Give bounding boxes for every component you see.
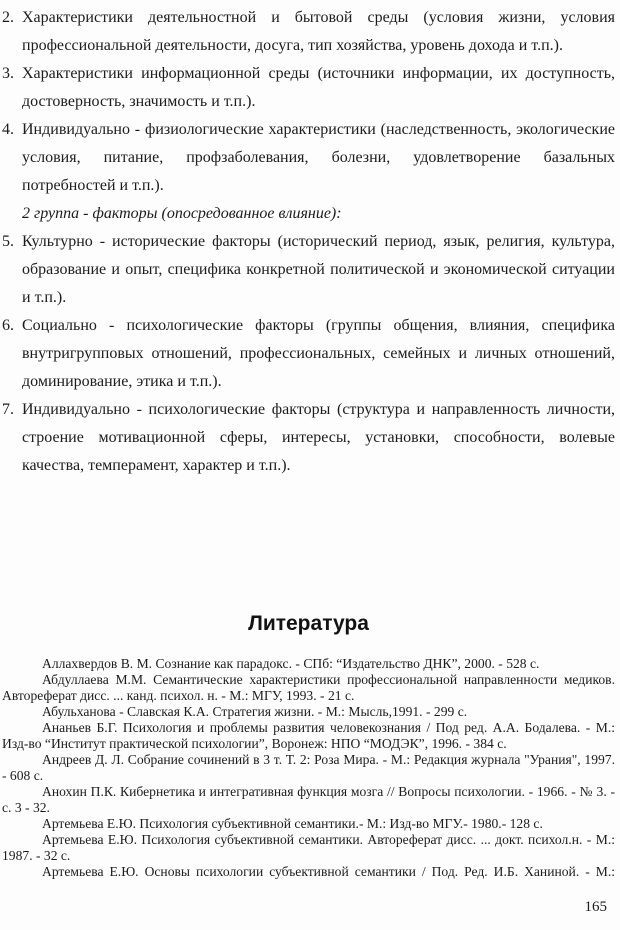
list-item-number: 7.	[2, 401, 14, 418]
literature-section	[2, 611, 615, 880]
list-item-number: 6.	[2, 317, 14, 334]
list-item-number: 2.	[2, 9, 14, 26]
list-item-number: 3.	[2, 65, 14, 82]
bibliography-entry: Абульханова - Славская К.А. Стратегия жизни. - М.: Мысль,1991. - 299 с.	[42, 704, 468, 719]
page-number: 165	[584, 899, 607, 915]
bibliography-entry: Абдуллаева М.М. Семантические характеристики профессиональной направленности медиков. Автореферат дисс. ... канд. психол. н. - М.: МГУ, 1993. - 21 с.	[2, 672, 615, 703]
list-item-3	[2, 60, 615, 116]
list-item-text: Индивидуально - психологические факторы (структура и направленность личности, строение мотивационной сферы, интересы, установки, способности, волевые качества, темперамент, характер и т.п.).	[22, 401, 615, 474]
list-item-text: Характеристики деятельностной и бытовой среды (условия жизни, условия профессиональной деятельности, досуга, тип хозяйства, уровень дохода и т.п.).	[22, 9, 615, 54]
list-item-5	[2, 228, 615, 312]
list-item-6	[2, 312, 615, 396]
bibliography-entry: Артемьева Е.Ю. Основы психологии субъективной семантики / Под. Ред. И.Б. Ханиной. - М.:	[42, 864, 615, 879]
bibliography-entry: Анохин П.К. Кибернетика и интегративная функция мозга // Вопросы психологии. - 1966. - № 3. - с. 3 - 32.	[2, 784, 615, 815]
list-item-text: Социально - психологические факторы (группы общения, влияния, специфика внутригрупповых отношений, профессиональных, семейных и личных отношений, доминирование, этика и т.п.).	[22, 317, 615, 390]
literature-heading: Литература	[248, 612, 369, 635]
group-subheading: 2 группа - факторы (опосредованное влияние):	[22, 205, 342, 222]
list-item-4	[2, 116, 615, 200]
list-item-number: 5.	[2, 233, 14, 250]
bibliography-entry: Аллахвердов В. М. Сознание как парадокс. - СПб: “Издательство ДНК”, 2000. - 528 с.	[42, 656, 540, 671]
bibliography-entry: Артемьева Е.Ю. Психология субъективной семантики. Автореферат дисс. ... докт. психол.н. - М.: 1987. - 32 с.	[2, 832, 615, 863]
list-item-number: 4.	[2, 121, 14, 138]
numbered-list	[2, 4, 615, 480]
bibliography-entry: Андреев Д. Л. Собрание сочинений в 3 т. Т. 2: Роза Мира. - М.: Редакция журнала "Урания", 1997. - 608 с.	[2, 752, 615, 783]
list-item-text: Культурно - исторические факторы (исторический период, язык, религия, культура, образование и опыт, специфика конкретной политической и экономической ситуации и т.п.).	[22, 233, 615, 306]
bibliography-entry: Ананьев Б.Г. Психология и проблемы развития человекознания / Под ред. А.А. Бодалева. - М.: Изд-во “Институт практической психологии”, Воронеж: НПО “МОДЭК”, 1996. - 384 с.	[2, 720, 615, 751]
list-item-text: Характеристики информационной среды (источники информации, их доступность, достоверность, значимость и т.п.).	[22, 65, 615, 110]
bibliography-entry: Артемьева Е.Ю. Психология субъективной семантики.- М.: Изд-во МГУ.- 1980.- 128 с.	[42, 816, 543, 831]
list-item-text: Индивидуально - физиологические характеристики (наследственность, экологические условия, питание, профзаболевания, болезни, удовлетворение базальных потребностей и т.п.).	[22, 121, 615, 194]
list-item-2	[2, 4, 615, 60]
list-item-7	[2, 396, 615, 480]
